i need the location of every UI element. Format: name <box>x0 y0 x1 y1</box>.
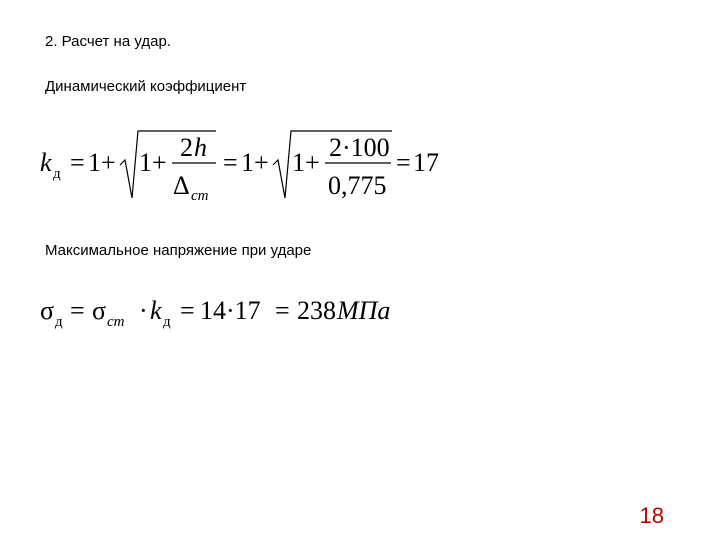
equals-sign: = <box>70 296 85 325</box>
section-heading: 2. Расчет на удар. <box>45 33 171 50</box>
product-expression: 14·17 <box>200 296 261 325</box>
result-value: 17 <box>413 148 439 177</box>
equals-sign: = <box>70 148 85 177</box>
sigma-static-subscript: ст <box>107 314 125 330</box>
equals-sign: = <box>396 148 411 177</box>
denominator-subscript: ст <box>191 188 209 204</box>
dynamic-coefficient-label: Динамический коэффициент <box>45 78 247 95</box>
stress-unit: МПа <box>337 296 391 325</box>
plus-sign: + <box>254 148 269 177</box>
one-term: 1 <box>241 148 254 177</box>
dynamic-coefficient-formula <box>40 131 439 204</box>
page-number: 18 <box>639 503 664 528</box>
equals-sign: = <box>275 296 290 325</box>
plus-sign: + <box>101 148 116 177</box>
k-symbol: k <box>40 148 52 177</box>
plus-sign: + <box>152 148 167 177</box>
sigma-dynamic-subscript: д <box>55 314 63 330</box>
one-term: 1 <box>88 148 101 177</box>
sigma-dynamic: σ <box>40 296 55 325</box>
numerator-value: 2·100 <box>329 133 390 162</box>
max-stress-formula <box>40 296 390 330</box>
k-subscript: д <box>53 166 61 182</box>
k-subscript: д <box>163 314 171 330</box>
one-term: 1 <box>292 148 305 177</box>
numerator-height: h <box>194 133 207 162</box>
k-symbol: k <box>150 296 162 325</box>
one-term: 1 <box>139 148 152 177</box>
plus-sign: + <box>305 148 320 177</box>
denominator-value: 0,775 <box>328 171 387 200</box>
equals-sign: = <box>180 296 195 325</box>
sigma-static: σ <box>92 296 107 325</box>
stress-value: 238 <box>297 296 336 325</box>
max-stress-label: Максимальное напряжение при ударе <box>45 242 312 259</box>
denominator-delta: Δ <box>173 171 190 200</box>
numerator-coefficient: 2 <box>180 133 193 162</box>
multiply-dot: · <box>139 296 148 325</box>
equals-sign: = <box>223 148 238 177</box>
